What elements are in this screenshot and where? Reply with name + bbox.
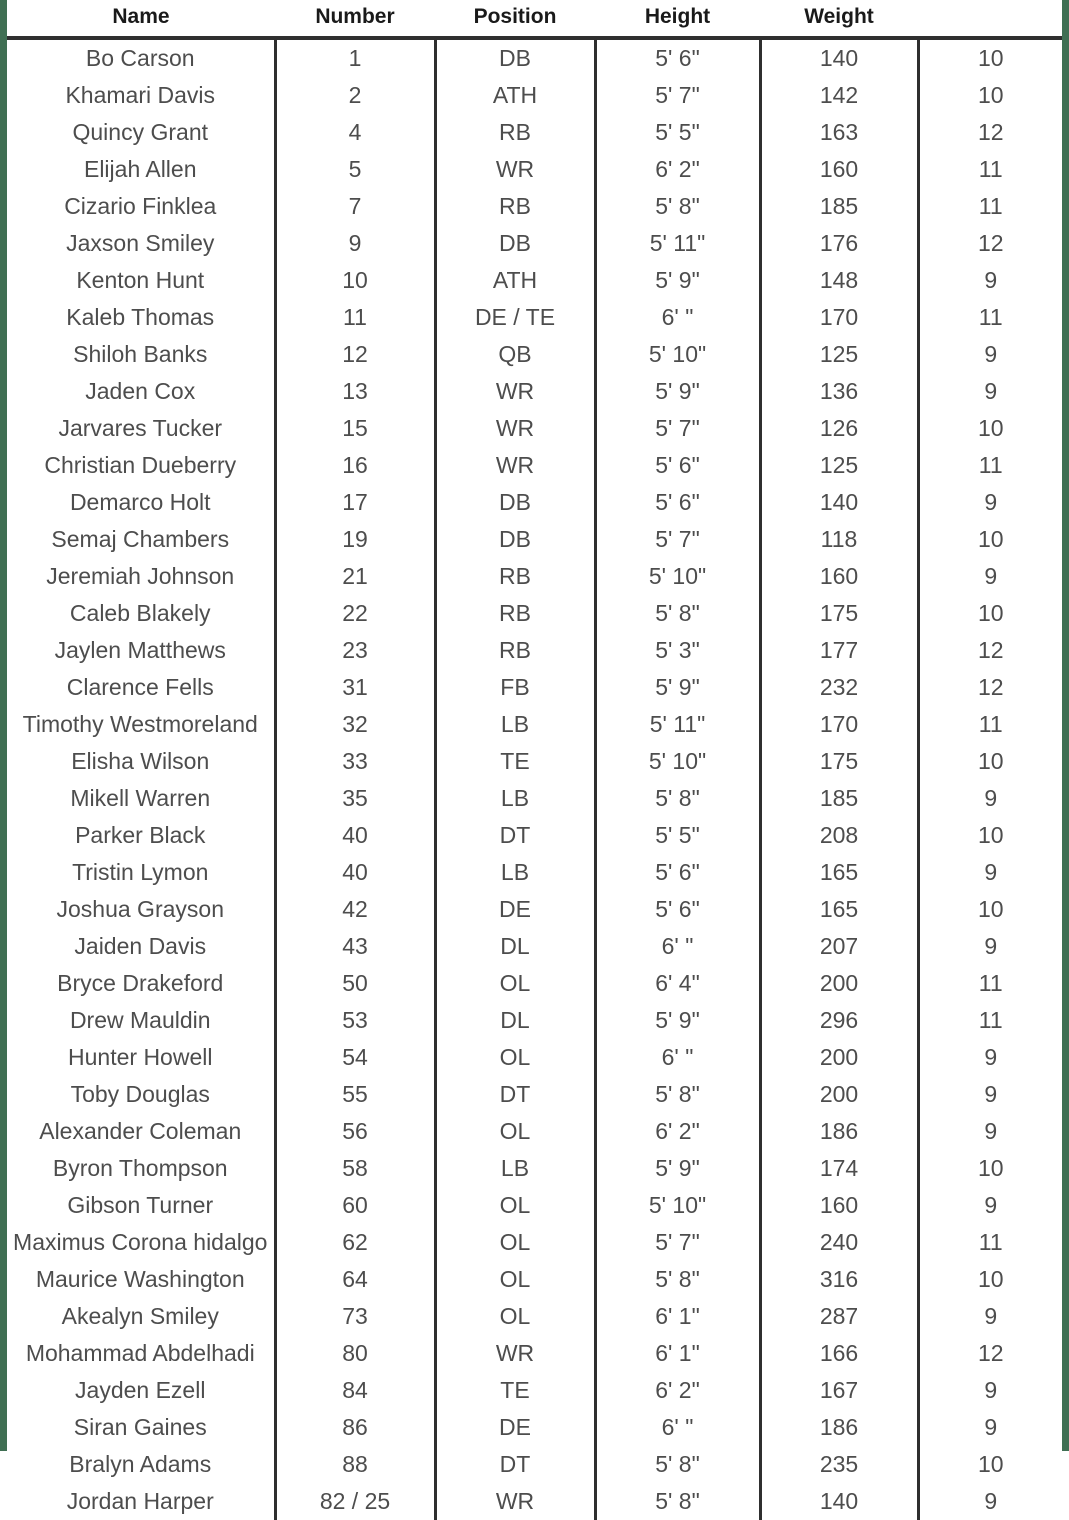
- table-row: [7, 1409, 1062, 1446]
- player-height-cell: 5' 11": [595, 225, 760, 262]
- table-row: [7, 1261, 1062, 1298]
- player-number-cell: 16: [275, 447, 435, 484]
- player-grade-cell: 10: [918, 77, 1062, 114]
- player-number-cell: 22: [275, 595, 435, 632]
- table-header: [7, 0, 1062, 38]
- table-row: [7, 1039, 1062, 1076]
- player-height-cell: 5' 6": [595, 854, 760, 891]
- player-number-cell: 54: [275, 1039, 435, 1076]
- player-number-cell: 35: [275, 780, 435, 817]
- player-grade-cell: 9: [918, 262, 1062, 299]
- player-position-cell: WR: [435, 1483, 595, 1520]
- player-number-cell: 80: [275, 1335, 435, 1372]
- player-weight-cell: 125: [760, 447, 918, 484]
- player-number-cell: 19: [275, 521, 435, 558]
- column-header-height: Height: [595, 0, 760, 38]
- player-grade-cell: 11: [918, 299, 1062, 336]
- player-position-cell: LB: [435, 854, 595, 891]
- player-grade-cell: 10: [918, 1261, 1062, 1298]
- player-grade-cell: 9: [918, 1076, 1062, 1113]
- player-name-cell: Jeremiah Johnson: [7, 558, 275, 595]
- table-row: [7, 928, 1062, 965]
- player-height-cell: 5' 9": [595, 262, 760, 299]
- player-weight-cell: 140: [760, 484, 918, 521]
- player-grade-cell: 9: [918, 780, 1062, 817]
- player-name-cell: Semaj Chambers: [7, 521, 275, 558]
- table-row: [7, 1224, 1062, 1261]
- player-position-cell: DT: [435, 1446, 595, 1483]
- player-weight-cell: 140: [760, 1483, 918, 1520]
- player-number-cell: 13: [275, 373, 435, 410]
- table-row: [7, 299, 1062, 336]
- player-weight-cell: 142: [760, 77, 918, 114]
- player-name-cell: Caleb Blakely: [7, 595, 275, 632]
- player-height-cell: 5' 7": [595, 1224, 760, 1261]
- player-height-cell: 6' 2": [595, 151, 760, 188]
- table-row: [7, 262, 1062, 299]
- player-height-cell: 5' 8": [595, 1446, 760, 1483]
- table-row: [7, 743, 1062, 780]
- player-height-cell: 5' 10": [595, 743, 760, 780]
- table-row: [7, 447, 1062, 484]
- player-weight-cell: 160: [760, 558, 918, 595]
- player-weight-cell: 240: [760, 1224, 918, 1261]
- player-grade-cell: 12: [918, 114, 1062, 151]
- player-grade-cell: 12: [918, 1335, 1062, 1372]
- player-weight-cell: 175: [760, 595, 918, 632]
- player-number-cell: 23: [275, 632, 435, 669]
- table-row: [7, 780, 1062, 817]
- table-row: [7, 77, 1062, 114]
- player-height-cell: 5' 11": [595, 706, 760, 743]
- player-weight-cell: 136: [760, 373, 918, 410]
- player-name-cell: Cizario Finklea: [7, 188, 275, 225]
- player-height-cell: 5' 3": [595, 632, 760, 669]
- player-number-cell: 62: [275, 1224, 435, 1261]
- player-name-cell: Tristin Lymon: [7, 854, 275, 891]
- player-position-cell: DB: [435, 521, 595, 558]
- player-number-cell: 1: [275, 38, 435, 77]
- player-name-cell: Maximus Corona hidalgo: [7, 1224, 275, 1261]
- player-grade-cell: 9: [918, 484, 1062, 521]
- player-number-cell: 17: [275, 484, 435, 521]
- player-weight-cell: 175: [760, 743, 918, 780]
- player-name-cell: Elijah Allen: [7, 151, 275, 188]
- roster-table: [7, 0, 1062, 1520]
- player-weight-cell: 174: [760, 1150, 918, 1187]
- table-row: [7, 38, 1062, 77]
- table-row: [7, 1187, 1062, 1224]
- player-name-cell: Bralyn Adams: [7, 1446, 275, 1483]
- player-name-cell: Jaden Cox: [7, 373, 275, 410]
- player-number-cell: 7: [275, 188, 435, 225]
- player-weight-cell: 167: [760, 1372, 918, 1409]
- player-height-cell: 5' 10": [595, 336, 760, 373]
- player-position-cell: DB: [435, 225, 595, 262]
- player-height-cell: 5' 9": [595, 1002, 760, 1039]
- player-number-cell: 10: [275, 262, 435, 299]
- player-grade-cell: 11: [918, 706, 1062, 743]
- player-grade-cell: 9: [918, 1113, 1062, 1150]
- player-weight-cell: 140: [760, 38, 918, 77]
- player-height-cell: 6' 4": [595, 965, 760, 1002]
- table-row: [7, 558, 1062, 595]
- player-position-cell: DB: [435, 38, 595, 77]
- player-height-cell: 5' 8": [595, 1261, 760, 1298]
- table-row: [7, 521, 1062, 558]
- player-position-cell: RB: [435, 558, 595, 595]
- player-position-cell: FB: [435, 669, 595, 706]
- player-grade-cell: 12: [918, 669, 1062, 706]
- player-number-cell: 55: [275, 1076, 435, 1113]
- player-grade-cell: 11: [918, 188, 1062, 225]
- player-number-cell: 42: [275, 891, 435, 928]
- player-name-cell: Shiloh Banks: [7, 336, 275, 373]
- player-height-cell: 5' 10": [595, 1187, 760, 1224]
- player-position-cell: WR: [435, 447, 595, 484]
- player-name-cell: Jarvares Tucker: [7, 410, 275, 447]
- player-weight-cell: 160: [760, 151, 918, 188]
- player-grade-cell: 11: [918, 1224, 1062, 1261]
- player-height-cell: 5' 6": [595, 891, 760, 928]
- player-grade-cell: 9: [918, 373, 1062, 410]
- player-weight-cell: 118: [760, 521, 918, 558]
- player-weight-cell: 170: [760, 299, 918, 336]
- player-position-cell: WR: [435, 410, 595, 447]
- player-name-cell: Khamari Davis: [7, 77, 275, 114]
- table-row: [7, 595, 1062, 632]
- player-weight-cell: 232: [760, 669, 918, 706]
- column-header-grade: [918, 0, 1062, 38]
- player-position-cell: RB: [435, 632, 595, 669]
- player-name-cell: Toby Douglas: [7, 1076, 275, 1113]
- player-position-cell: DT: [435, 1076, 595, 1113]
- player-name-cell: Hunter Howell: [7, 1039, 275, 1076]
- player-position-cell: OL: [435, 1113, 595, 1150]
- player-grade-cell: 9: [918, 336, 1062, 373]
- table-row: [7, 410, 1062, 447]
- player-position-cell: RB: [435, 114, 595, 151]
- player-name-cell: Siran Gaines: [7, 1409, 275, 1446]
- table-row: [7, 1076, 1062, 1113]
- player-weight-cell: 186: [760, 1409, 918, 1446]
- player-weight-cell: 208: [760, 817, 918, 854]
- player-number-cell: 88: [275, 1446, 435, 1483]
- player-height-cell: 6' ": [595, 1039, 760, 1076]
- player-grade-cell: 9: [918, 1187, 1062, 1224]
- player-weight-cell: 185: [760, 188, 918, 225]
- table-row: [7, 669, 1062, 706]
- table-row: [7, 151, 1062, 188]
- player-number-cell: 4: [275, 114, 435, 151]
- player-name-cell: Drew Mauldin: [7, 1002, 275, 1039]
- player-grade-cell: 9: [918, 1409, 1062, 1446]
- player-weight-cell: 207: [760, 928, 918, 965]
- player-position-cell: TE: [435, 1372, 595, 1409]
- player-height-cell: 5' 9": [595, 1150, 760, 1187]
- player-weight-cell: 235: [760, 1446, 918, 1483]
- player-weight-cell: 200: [760, 965, 918, 1002]
- player-number-cell: 21: [275, 558, 435, 595]
- player-number-cell: 73: [275, 1298, 435, 1335]
- player-number-cell: 11: [275, 299, 435, 336]
- player-number-cell: 50: [275, 965, 435, 1002]
- player-position-cell: ATH: [435, 77, 595, 114]
- player-grade-cell: 10: [918, 595, 1062, 632]
- player-number-cell: 9: [275, 225, 435, 262]
- player-position-cell: TE: [435, 743, 595, 780]
- player-weight-cell: 185: [760, 780, 918, 817]
- header-row: [7, 0, 1062, 38]
- player-name-cell: Mohammad Abdelhadi: [7, 1335, 275, 1372]
- table-row: [7, 484, 1062, 521]
- player-number-cell: 40: [275, 817, 435, 854]
- table-row: [7, 965, 1062, 1002]
- table-row: [7, 854, 1062, 891]
- player-position-cell: RB: [435, 188, 595, 225]
- player-name-cell: Bryce Drakeford: [7, 965, 275, 1002]
- player-height-cell: 5' 5": [595, 114, 760, 151]
- player-weight-cell: 148: [760, 262, 918, 299]
- player-grade-cell: 9: [918, 1298, 1062, 1335]
- player-position-cell: OL: [435, 1261, 595, 1298]
- player-weight-cell: 125: [760, 336, 918, 373]
- table-row: [7, 114, 1062, 151]
- player-height-cell: 6' 1": [595, 1335, 760, 1372]
- player-position-cell: DB: [435, 484, 595, 521]
- player-grade-cell: 10: [918, 521, 1062, 558]
- player-position-cell: WR: [435, 1335, 595, 1372]
- player-number-cell: 58: [275, 1150, 435, 1187]
- player-name-cell: Byron Thompson: [7, 1150, 275, 1187]
- player-weight-cell: 163: [760, 114, 918, 151]
- table-row: [7, 1298, 1062, 1335]
- table-row: [7, 1335, 1062, 1372]
- player-grade-cell: 9: [918, 1039, 1062, 1076]
- player-name-cell: Gibson Turner: [7, 1187, 275, 1224]
- player-name-cell: Jaylen Matthews: [7, 632, 275, 669]
- table-row: [7, 632, 1062, 669]
- table-row: [7, 188, 1062, 225]
- player-height-cell: 5' 5": [595, 817, 760, 854]
- table-row: [7, 1446, 1062, 1483]
- player-grade-cell: 10: [918, 1150, 1062, 1187]
- player-position-cell: DE / TE: [435, 299, 595, 336]
- player-number-cell: 33: [275, 743, 435, 780]
- table-row: [7, 1002, 1062, 1039]
- player-weight-cell: 170: [760, 706, 918, 743]
- player-name-cell: Joshua Grayson: [7, 891, 275, 928]
- player-grade-cell: 12: [918, 225, 1062, 262]
- table-row: [7, 1113, 1062, 1150]
- table-row: [7, 1150, 1062, 1187]
- player-number-cell: 86: [275, 1409, 435, 1446]
- player-grade-cell: 11: [918, 151, 1062, 188]
- column-header-name: Name: [7, 0, 275, 38]
- player-height-cell: 6' ": [595, 299, 760, 336]
- player-height-cell: 6' 2": [595, 1113, 760, 1150]
- player-height-cell: 6' ": [595, 928, 760, 965]
- player-position-cell: DT: [435, 817, 595, 854]
- player-height-cell: 5' 6": [595, 447, 760, 484]
- player-height-cell: 6' 1": [595, 1298, 760, 1335]
- player-height-cell: 5' 6": [595, 484, 760, 521]
- player-weight-cell: 200: [760, 1039, 918, 1076]
- player-number-cell: 32: [275, 706, 435, 743]
- table-row: [7, 225, 1062, 262]
- player-weight-cell: 296: [760, 1002, 918, 1039]
- table-row: [7, 336, 1062, 373]
- player-name-cell: Demarco Holt: [7, 484, 275, 521]
- player-grade-cell: 9: [918, 1372, 1062, 1409]
- player-number-cell: 64: [275, 1261, 435, 1298]
- player-weight-cell: 165: [760, 854, 918, 891]
- player-grade-cell: 10: [918, 1446, 1062, 1483]
- player-grade-cell: 12: [918, 632, 1062, 669]
- player-name-cell: Maurice Washington: [7, 1261, 275, 1298]
- player-grade-cell: 10: [918, 38, 1062, 77]
- player-grade-cell: 10: [918, 410, 1062, 447]
- player-name-cell: Jayden Ezell: [7, 1372, 275, 1409]
- player-height-cell: 5' 9": [595, 373, 760, 410]
- player-position-cell: RB: [435, 595, 595, 632]
- player-name-cell: Kaleb Thomas: [7, 299, 275, 336]
- player-number-cell: 56: [275, 1113, 435, 1150]
- table-row: [7, 373, 1062, 410]
- player-height-cell: 5' 8": [595, 1483, 760, 1520]
- player-grade-cell: 11: [918, 447, 1062, 484]
- table-row: [7, 706, 1062, 743]
- player-weight-cell: 316: [760, 1261, 918, 1298]
- player-weight-cell: 176: [760, 225, 918, 262]
- player-name-cell: Bo Carson: [7, 38, 275, 77]
- player-name-cell: Timothy Westmoreland: [7, 706, 275, 743]
- player-name-cell: Mikell Warren: [7, 780, 275, 817]
- player-height-cell: 5' 8": [595, 595, 760, 632]
- player-grade-cell: 9: [918, 1483, 1062, 1520]
- table-row: [7, 817, 1062, 854]
- player-name-cell: Elisha Wilson: [7, 743, 275, 780]
- player-weight-cell: 186: [760, 1113, 918, 1150]
- player-weight-cell: 126: [760, 410, 918, 447]
- player-grade-cell: 9: [918, 854, 1062, 891]
- player-position-cell: OL: [435, 1224, 595, 1261]
- player-position-cell: OL: [435, 1039, 595, 1076]
- player-position-cell: WR: [435, 373, 595, 410]
- player-number-cell: 84: [275, 1372, 435, 1409]
- table-row: [7, 1483, 1062, 1520]
- player-position-cell: OL: [435, 1187, 595, 1224]
- table-row: [7, 1372, 1062, 1409]
- table-body: [7, 38, 1062, 1520]
- player-number-cell: 31: [275, 669, 435, 706]
- player-number-cell: 40: [275, 854, 435, 891]
- player-position-cell: DL: [435, 928, 595, 965]
- player-position-cell: LB: [435, 706, 595, 743]
- player-name-cell: Alexander Coleman: [7, 1113, 275, 1150]
- player-weight-cell: 287: [760, 1298, 918, 1335]
- player-number-cell: 53: [275, 1002, 435, 1039]
- player-height-cell: 5' 7": [595, 521, 760, 558]
- player-height-cell: 5' 7": [595, 77, 760, 114]
- player-grade-cell: 10: [918, 743, 1062, 780]
- player-weight-cell: 200: [760, 1076, 918, 1113]
- player-name-cell: Christian Dueberry: [7, 447, 275, 484]
- player-name-cell: Jaxson Smiley: [7, 225, 275, 262]
- player-number-cell: 12: [275, 336, 435, 373]
- player-position-cell: OL: [435, 1298, 595, 1335]
- player-number-cell: 5: [275, 151, 435, 188]
- player-position-cell: WR: [435, 151, 595, 188]
- player-grade-cell: 9: [918, 928, 1062, 965]
- player-height-cell: 5' 8": [595, 1076, 760, 1113]
- column-header-number: Number: [275, 0, 435, 38]
- player-position-cell: DL: [435, 1002, 595, 1039]
- player-name-cell: Clarence Fells: [7, 669, 275, 706]
- player-name-cell: Jordan Harper: [7, 1483, 275, 1520]
- player-number-cell: 2: [275, 77, 435, 114]
- player-position-cell: ATH: [435, 262, 595, 299]
- player-name-cell: Kenton Hunt: [7, 262, 275, 299]
- player-position-cell: LB: [435, 780, 595, 817]
- player-weight-cell: 160: [760, 1187, 918, 1224]
- player-grade-cell: 10: [918, 817, 1062, 854]
- player-grade-cell: 11: [918, 1002, 1062, 1039]
- player-grade-cell: 9: [918, 558, 1062, 595]
- player-position-cell: OL: [435, 965, 595, 1002]
- player-height-cell: 5' 8": [595, 188, 760, 225]
- player-position-cell: QB: [435, 336, 595, 373]
- player-number-cell: 60: [275, 1187, 435, 1224]
- player-weight-cell: 177: [760, 632, 918, 669]
- player-name-cell: Jaiden Davis: [7, 928, 275, 965]
- player-name-cell: Akealyn Smiley: [7, 1298, 275, 1335]
- player-position-cell: LB: [435, 1150, 595, 1187]
- player-height-cell: 5' 10": [595, 558, 760, 595]
- column-header-weight: Weight: [760, 0, 918, 38]
- player-height-cell: 5' 9": [595, 669, 760, 706]
- player-position-cell: DE: [435, 891, 595, 928]
- player-grade-cell: 11: [918, 965, 1062, 1002]
- player-number-cell: 43: [275, 928, 435, 965]
- player-number-cell: 82 / 25: [275, 1483, 435, 1520]
- player-height-cell: 5' 6": [595, 38, 760, 77]
- table-row: [7, 891, 1062, 928]
- player-grade-cell: 10: [918, 891, 1062, 928]
- player-position-cell: DE: [435, 1409, 595, 1446]
- column-header-position: Position: [435, 0, 595, 38]
- player-weight-cell: 166: [760, 1335, 918, 1372]
- player-name-cell: Parker Black: [7, 817, 275, 854]
- player-number-cell: 15: [275, 410, 435, 447]
- player-height-cell: 5' 8": [595, 780, 760, 817]
- player-weight-cell: 165: [760, 891, 918, 928]
- player-height-cell: 5' 7": [595, 410, 760, 447]
- player-name-cell: Quincy Grant: [7, 114, 275, 151]
- player-height-cell: 6' 2": [595, 1372, 760, 1409]
- player-height-cell: 6' ": [595, 1409, 760, 1446]
